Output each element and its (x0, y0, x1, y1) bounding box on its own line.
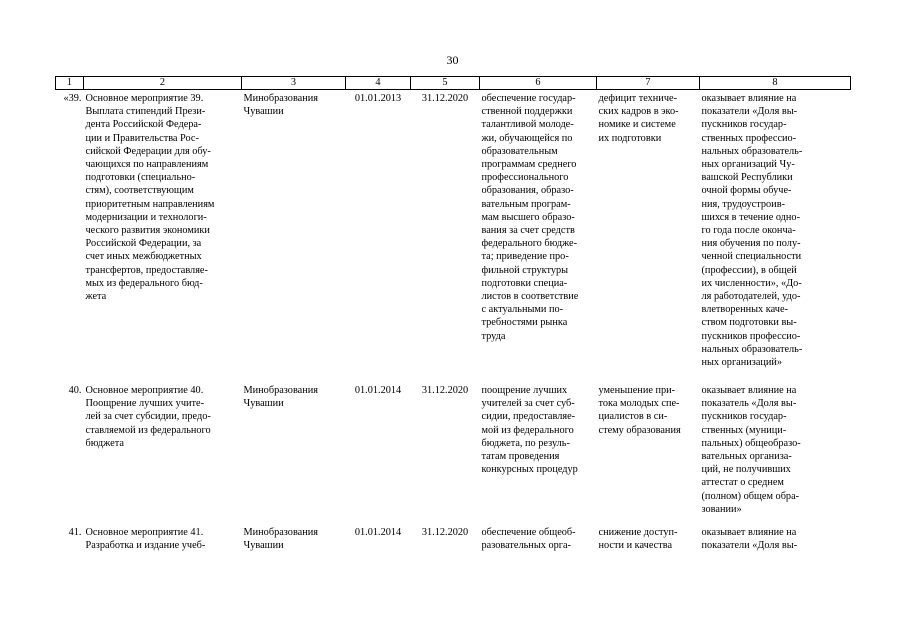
column-number-row (56, 77, 851, 90)
executor-text: Минобразования Чувашии (243, 93, 318, 118)
column-header-5: 5 (411, 77, 480, 90)
measure-cell (84, 524, 242, 552)
measure-text: Основное мероприятие 41. Разработка и издание учеб- (85, 527, 206, 552)
measure-cell (84, 382, 242, 524)
impact-text: оказывает влияние на показатель «Доля вы- пускников государ- ственных (муници- пальных) общеобразо- вательных организа- ций, не получивших аттестат о среднем (полном) общем обра- зовании» (701, 385, 801, 515)
column-header-8: 8 (700, 77, 851, 90)
measure-text: Основное мероприятие 39. Выплата стипендий Прези- дента Российской Федера- ции и Правительства Рос- сийской Федерации для обу- чающихся по направлениям подготовки (специально- стям), соответствующим приоритетным направлениям модернизации и технологи- ческого развития экономики Российской Федерации, за счет иных межбюджетных трансфертов, предоставляе- мых из федерального бюд- жета (85, 93, 215, 303)
result-cell (480, 90, 597, 383)
table-row (56, 90, 851, 383)
executor-cell (242, 524, 346, 552)
executor-text: Минобразования Чувашии (243, 527, 318, 552)
executor-text: Минобразования Чувашии (243, 385, 318, 410)
row-number-cell (56, 382, 84, 524)
end-date-cell (411, 382, 480, 524)
start-date: 01.01.2013 (354, 93, 402, 104)
impact-text: оказывает влияние на показатели «Доля вы- (701, 527, 798, 552)
consequences-cell (597, 524, 700, 552)
consequences-text: снижение доступ- ности и качества (598, 527, 678, 552)
column-header-4: 4 (346, 77, 411, 90)
measure-cell (84, 90, 242, 383)
consequences-text: дефицит техниче- ских кадров в эко- номике и системе их подготовки (598, 93, 679, 144)
start-date: 01.01.2014 (354, 527, 402, 538)
end-date-cell (411, 524, 480, 552)
end-date-cell (411, 90, 480, 383)
column-header-6: 6 (480, 77, 597, 90)
result-text: обеспечение государ- ственной поддержки талантливой молоде- жи, обучающейся по образовательным программам среднего профессионального образования, образо- вательным програм- мам высшего образо- вания за счет средств федерального бюдже- та; приведение про- фильной структуры подготовки специа- листов в соответствие с актуальными по- требностями рынка труда (481, 93, 579, 342)
program-measures-table (55, 76, 851, 552)
start-date-cell (346, 524, 411, 552)
row-number: «39. (63, 93, 82, 104)
table-row (56, 382, 851, 524)
table-row (56, 524, 851, 552)
impact-cell (700, 524, 851, 552)
executor-cell (242, 90, 346, 383)
column-header-2: 2 (84, 77, 242, 90)
result-text: обеспечение общеоб- разовательных орга- (481, 527, 576, 552)
end-date: 31.12.2020 (421, 527, 469, 538)
end-date: 31.12.2020 (421, 385, 469, 396)
result-text: поощрение лучших учителей за счет суб- сидии, предоставляе- мой из федерального бюджета, по резуль- татам проведения конкурсных процедур (481, 385, 578, 476)
start-date: 01.01.2014 (354, 385, 402, 396)
result-cell (480, 524, 597, 552)
start-date-cell (346, 382, 411, 524)
consequences-text: уменьшение при- тока молодых спе- циалистов в си- стему образования (598, 385, 681, 436)
row-number-cell (56, 524, 84, 552)
row-number: 40. (68, 385, 82, 396)
result-cell (480, 382, 597, 524)
row-number: 41. (68, 527, 82, 538)
column-header-1: 1 (56, 77, 84, 90)
start-date-cell (346, 90, 411, 383)
page-number: 30 (446, 53, 459, 67)
end-date: 31.12.2020 (421, 93, 469, 104)
impact-cell (700, 90, 851, 383)
consequences-cell (597, 382, 700, 524)
impact-cell (700, 382, 851, 524)
impact-text: оказывает влияние на показатели «Доля вы- пускников государ- ственных профессио- нальных образователь- ных организаций Чу- вашской Республики очной формы обуче- ния, трудоустроив- шихся в течение одно- го года после оконча- ния обучения по полу- ченной специальности (профессии), в общей их численности», «До- ля работодателей, удо- влетворенных каче- ством подготовки вы- пускников профессио- нальных образователь- ных организаций» (701, 93, 803, 369)
column-header-3: 3 (242, 77, 346, 90)
measure-text: Основное мероприятие 40. Поощрение лучших учите- лей за счет субсидии, предо- ставляемой из федерального бюджета (85, 385, 211, 449)
row-number-cell (56, 90, 84, 383)
consequences-cell (597, 90, 700, 383)
column-header-7: 7 (597, 77, 700, 90)
executor-cell (242, 382, 346, 524)
